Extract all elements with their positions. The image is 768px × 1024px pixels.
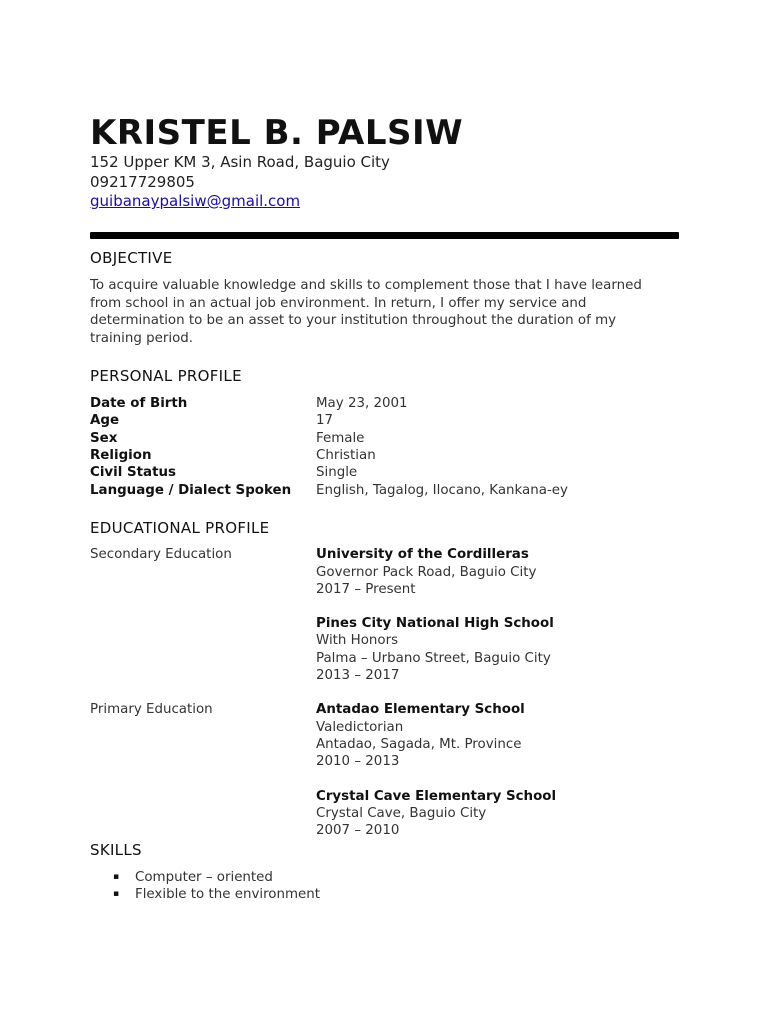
- primary-education-label: Primary Education: [90, 702, 213, 717]
- age-label: Age: [90, 413, 120, 428]
- school-name: Crystal Cave Elementary School: [316, 789, 557, 804]
- school-detail: 2013 – 2017: [316, 668, 400, 683]
- phone-text: 09217729805: [90, 173, 195, 191]
- objective-line: determination to be an asset to your institution throughout the duration of my: [90, 313, 617, 328]
- school-detail: Palma – Urbano Street, Baguio City: [316, 651, 551, 666]
- skill-item: Computer – oriented: [135, 870, 273, 885]
- email-link[interactable]: guibanaypalsiw@gmail.com: [90, 192, 301, 210]
- objective-line: training period.: [90, 330, 194, 346]
- objective-heading: OBJECTIVE: [90, 249, 173, 267]
- age-value: 17: [316, 413, 334, 428]
- objective-line: from school in an actual job environment. In return, I offer my service and: [90, 295, 587, 311]
- school-detail: Valedictorian: [316, 720, 404, 735]
- civil-status-label: Civil Status: [90, 465, 176, 480]
- sex-value: Female: [316, 431, 365, 446]
- religion-label: Religion: [90, 448, 152, 463]
- applicant-name: KRISTEL B. PALSIW: [90, 113, 464, 153]
- skills-heading: SKILLS: [90, 841, 142, 859]
- school-name: University of the Cordilleras: [316, 547, 529, 562]
- bullet-icon: ▪: [113, 872, 120, 882]
- dob-label: Date of Birth: [90, 396, 188, 411]
- secondary-education-label: Secondary Education: [90, 547, 232, 562]
- objective-line: To acquire valuable knowledge and skills to complement those that I have learned: [90, 278, 642, 293]
- school-detail: 2007 – 2010: [316, 823, 400, 838]
- educational-profile-heading: EDUCATIONAL PROFILE: [90, 519, 270, 537]
- school-detail: Governor Pack Road, Baguio City: [316, 565, 537, 580]
- language-label: Language / Dialect Spoken: [90, 483, 292, 498]
- address-text: 152 Upper KM 3, Asin Road, Baguio City: [90, 153, 390, 171]
- bullet-icon: ▪: [113, 889, 120, 899]
- school-detail: 2010 – 2013: [316, 754, 400, 769]
- school-name: Antadao Elementary School: [316, 702, 525, 717]
- sex-label: Sex: [90, 431, 118, 446]
- header-divider: [90, 232, 679, 239]
- school-detail: With Honors: [316, 633, 399, 648]
- school-detail: 2017 – Present: [316, 582, 416, 597]
- dob-value: May 23, 2001: [316, 396, 408, 411]
- religion-value: Christian: [316, 448, 376, 463]
- school-name: Pines City National High School: [316, 616, 554, 631]
- skill-item: Flexible to the environment: [135, 887, 320, 902]
- school-detail: Crystal Cave, Baguio City: [316, 806, 487, 821]
- civil-status-value: Single: [316, 465, 358, 480]
- personal-profile-heading: PERSONAL PROFILE: [90, 367, 242, 385]
- language-value: English, Tagalog, Ilocano, Kankana-ey: [316, 483, 568, 498]
- school-detail: Antadao, Sagada, Mt. Province: [316, 737, 522, 752]
- objective-paragraph: [90, 277, 680, 347]
